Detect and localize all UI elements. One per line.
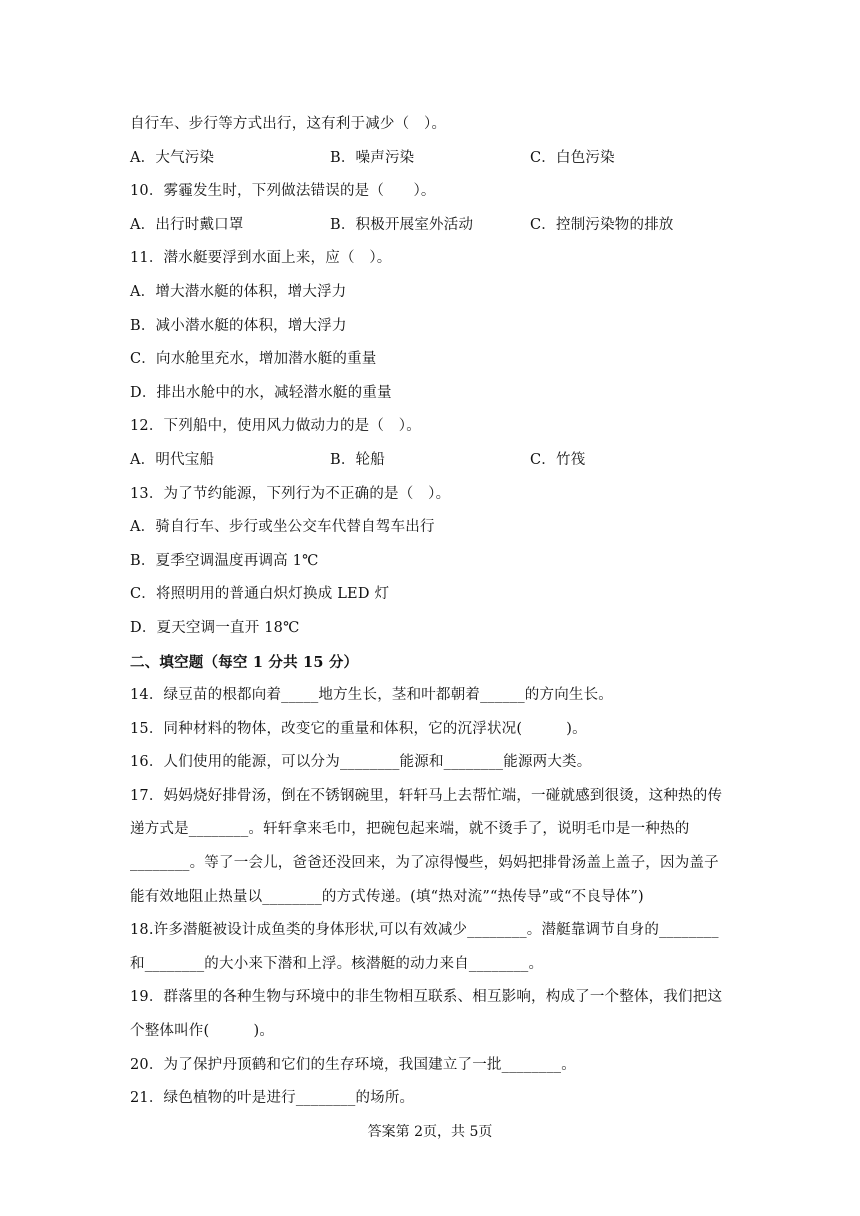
q13-option-a: A．骑自行车、步行或坐公交车代替自驾车出行 xyxy=(130,519,435,536)
q13-option-d: D．夏天空调一直开 18℃ xyxy=(130,619,300,636)
q13-stem: 13．为了节约能源，下列行为不正确的是（ ）。 xyxy=(130,485,451,502)
q12-option-b: B．轮船 xyxy=(330,451,385,468)
q10-option-a: A．出行时戴口罩 xyxy=(130,216,244,233)
q17-text-line-4: 能有效地阻止热量以________的方式传递。(填“热对流”“热传导”或“不良导体”) xyxy=(130,888,644,905)
q9-options xyxy=(130,142,735,176)
q12-option-c: C．竹筏 xyxy=(530,451,586,468)
q10-option-b: B．积极开展室外活动 xyxy=(330,216,474,233)
q16-text: 16．人们使用的能源，可以分为________能源和________能源两大类。 xyxy=(130,754,592,771)
q12-stem: 12．下列船中，使用风力做动力的是（ ）。 xyxy=(130,418,421,435)
q9-option-a: A．大气污染 xyxy=(130,149,215,166)
q17-text-line-2: 递方式是________。轩轩拿来毛巾，把碗包起来端，就不烫手了，说明毛巾是一种热的 xyxy=(130,821,690,838)
question-content xyxy=(130,108,735,1116)
q11-option-c: C．向水舱里充水，增加潜水艇的重量 xyxy=(130,351,377,368)
q11-option-d: D．排出水舱中的水，减轻潜水艇的重量 xyxy=(130,384,392,401)
q13-option-c: C．将照明用的普通白炽灯换成 LED 灯 xyxy=(130,586,390,603)
q15-text: 15．同种材料的物体，改变它的重量和体积，它的沉浮状况( )。 xyxy=(130,720,587,737)
q9-option-b: B．噪声污染 xyxy=(330,149,415,166)
q12-option-a: A．明代宝船 xyxy=(130,451,215,468)
q10-stem: 10．雾霾发生时，下列做法错误的是（ ）。 xyxy=(130,183,436,200)
q19-text-line-2: 个整体叫作( )。 xyxy=(130,1023,275,1040)
q21-text: 21．绿色植物的叶是进行________的场所。 xyxy=(130,1090,415,1107)
q12-options xyxy=(130,444,735,478)
q17-text-line-1: 17．妈妈烧好排骨汤，倒在不锈钢碗里，轩轩马上去帮忙端，一碰就感到很烫，这种热的传 xyxy=(130,787,723,804)
q9-stem-continued: 自行车、步行等方式出行，这有利于减少（ ）。 xyxy=(130,116,447,132)
q19-text-line-1: 19．群落里的各种生物与环境中的非生物相互联系、相互影响，构成了一个整体，我们把这 xyxy=(130,989,723,1006)
q11-option-b: B．减小潜水艇的体积，增大浮力 xyxy=(130,317,347,334)
q9-option-c: C．白色污染 xyxy=(530,149,615,166)
q10-option-c: C．控制污染物的排放 xyxy=(530,216,674,233)
q17-text-line-3: ________。等了一会儿，爸爸还没回来，为了凉得慢些，妈妈把排骨汤盖上盖子，因为盖子 xyxy=(130,855,719,872)
q18-text-line-2: 和________的大小来下潜和上浮。核潜艇的动力来自________。 xyxy=(130,955,544,972)
q11-option-a: A．增大潜水艇的体积，增大浮力 xyxy=(130,283,347,300)
q11-stem: 11．潜水艇要浮到水面上来，应（ ）。 xyxy=(130,250,392,267)
q14-text: 14．绿豆苗的根都向着_____地方生长，茎和叶都朝着______的方向生长。 xyxy=(130,687,613,704)
q13-option-b: B．夏季空调温度再调高 1℃ xyxy=(130,552,319,569)
section-heading-fill-in: 二、填空题（每空 1 分共 15 分） xyxy=(130,653,359,671)
page-footer: 答案第 2页，共 5页 xyxy=(367,1124,493,1140)
q18-text-line-1: 18.许多潜艇被设计成鱼类的身体形状,可以有效减少________。潜艇靠调节自身的________ xyxy=(130,922,719,939)
q20-text: 20．为了保护丹顶鹤和它们的生存环境，我国建立了一批________。 xyxy=(130,1056,576,1073)
q10-options xyxy=(130,209,735,243)
